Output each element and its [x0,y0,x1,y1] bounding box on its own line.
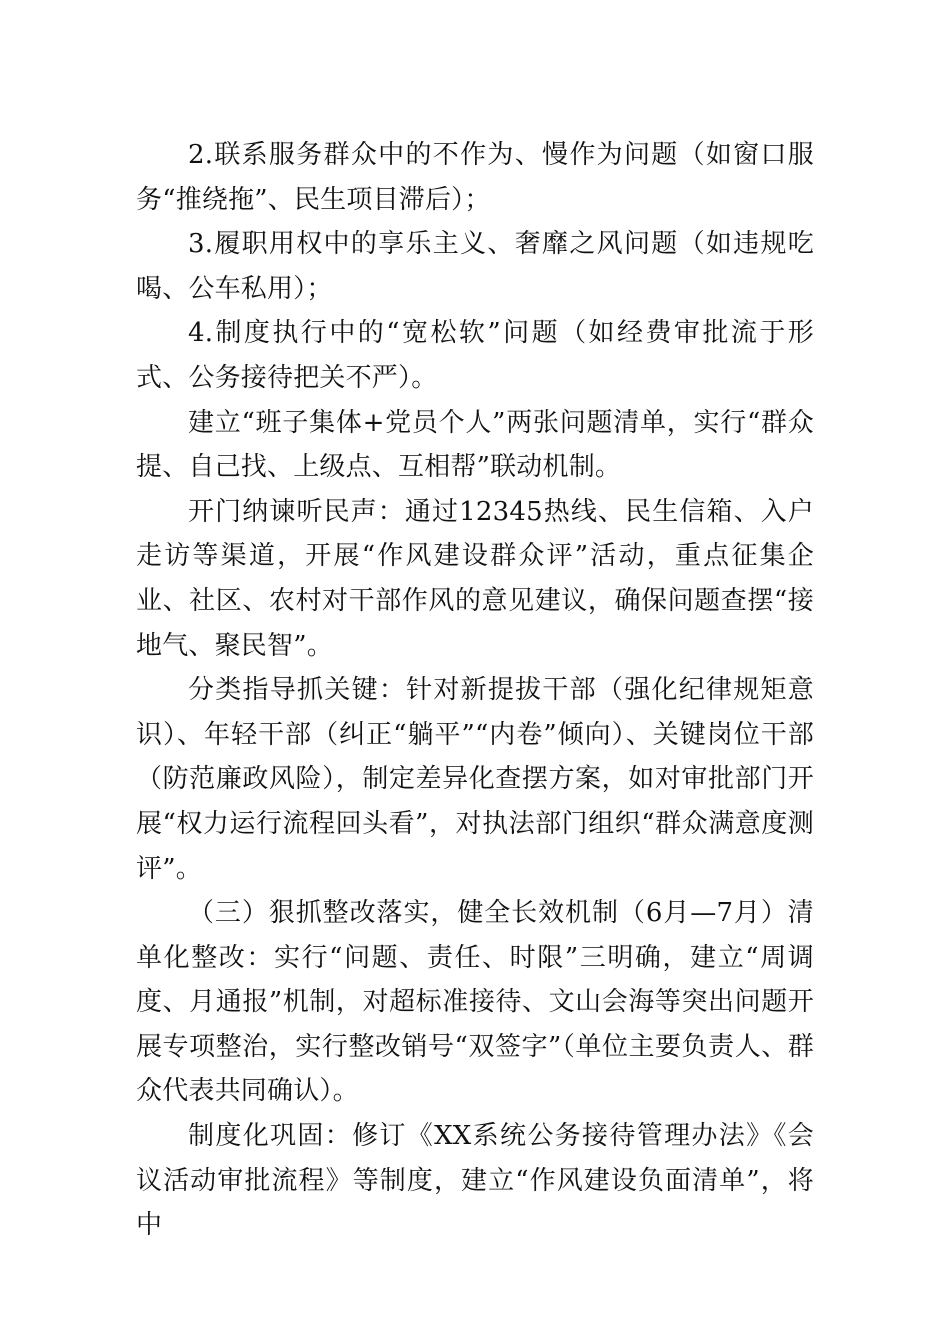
paragraph-classified-guidance: 分类指导抓关键：针对新提拔干部（强化纪律规矩意识）、年轻干部（纠正“躺平”“内卷”倾向）、关键岗位干部（防范廉政风险），制定差异化查摆方案，如对审批部门开展“权力运行流程回头看”，对执法部门组织“群众满意度测评”。 [136,675,814,884]
paragraph-item-4: 4.制度执行中的“宽松软”问题（如经费审批流于形式、公务接待把关不严）。 [136,318,814,393]
paragraph-item-3: 3.履职用权中的享乐主义、奢靡之风问题（如违规吃喝、公车私用）； [136,229,814,304]
paragraph-section-three-rectification: （三）狠抓整改落实，健全长效机制（6月—7月）清单化整改：实行“问题、责任、时限”三明确，建立“周调度、月通报”机制，对超标准接待、文山会海等突出问题开展专项整治，实行整改销号“双签字”（单位主要负责人、群众代表共同确认）。 [136,898,814,1107]
paragraph-item-2: 2.联系服务群众中的不作为、慢作为问题（如窗口服务“推绕拖”、民生项目滞后）； [136,140,814,215]
paragraph-open-door-advice: 开门纳谏听民声：通过12345热线、民生信箱、入户走访等渠道，开展“作风建设群众评”活动，重点征集企业、社区、农村对干部作风的意见建议，确保问题查摆“接地气、聚民智”。 [136,496,814,661]
document-body [136,133,814,1248]
paragraph-problem-lists: 建立“班子集体+党员个人”两张问题清单，实行“群众提、自己找、上级点、互相帮”联动机制。 [136,407,814,483]
paragraph-institutional-consolidation: 制度化巩固：修订《XX系统公务接待管理办法》《会议活动审批流程》等制度，建立“作风建设负面清单”，将中 [136,1121,814,1241]
